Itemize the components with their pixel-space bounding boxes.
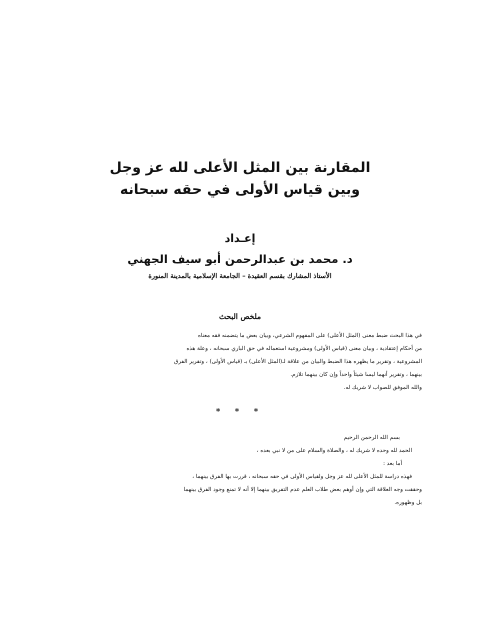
author-affiliation: الأستاذ المشارك بقسم العقيدة – الجامعة الإسلامية بالمدينة المنورة (148, 272, 332, 280)
body-line: بل وظهوره. (394, 500, 422, 506)
abstract-line: المشروعية ، وتقرير ما يظهره هذا الضبط والبيان من علاقة لـ(المثل الأعلى) بـ (قياس الأولى) ، وتقرير الفرق (173, 359, 422, 365)
section-separator: * * * (215, 406, 265, 416)
paper-title-line-1: المقارنة بين المثل الأعلى لله عز وجل (109, 160, 371, 176)
abstract-line: في هذا البحث ضبط معنى (المثل الأعلى) على المفهوم الشرعي، وبيان بعض ما يتضمنه فقه معناه (197, 333, 422, 339)
paper-title-line-2: وبين قياس الأولى في حقه سبحانه (119, 182, 360, 198)
author-name: د. محمد بن عبدالرحمن أبو سيف الجهني (127, 252, 353, 266)
preparation-label: إعـداد (224, 232, 256, 245)
body-line: فهذه دراسة للمثل الأعلى لله عز وجل ولقياس الأولى في حقه سبحانه ، قررت بها الفرق بينهما ، (192, 474, 412, 480)
introduction-body (128, 432, 422, 510)
body-line: أما بعد : (383, 461, 402, 467)
body-line: وحققت وجه العلاقة التي وإن أوهم بعض طلاب العلم عدم التفريق بينهما إلا أنه لا تمنع وجود الفرق بينهما (183, 487, 422, 493)
basmala: بسم الله الرحمن الرحيم (343, 435, 400, 441)
abstract-heading: ملخص البحث (219, 312, 261, 321)
abstract-body (128, 330, 422, 395)
abstract-line: من أحكام إعتقادية ، وبيان معنى (قياس الأولى) ومشروعية استعماله في حق الباري سبحانه ، وعلة هذه (186, 346, 422, 352)
abstract-line: بينهما ، وتقرير أنهما ليسا شيئاً واحداً وإن كان بينهما تلازم. (290, 372, 422, 378)
body-line: الحمد لله وحده لا شريك له ، والصلاة والسلام على من لا نبي بعده ، (256, 448, 412, 454)
abstract-line: والله الموفق للصواب لا شريك له. (343, 385, 422, 391)
